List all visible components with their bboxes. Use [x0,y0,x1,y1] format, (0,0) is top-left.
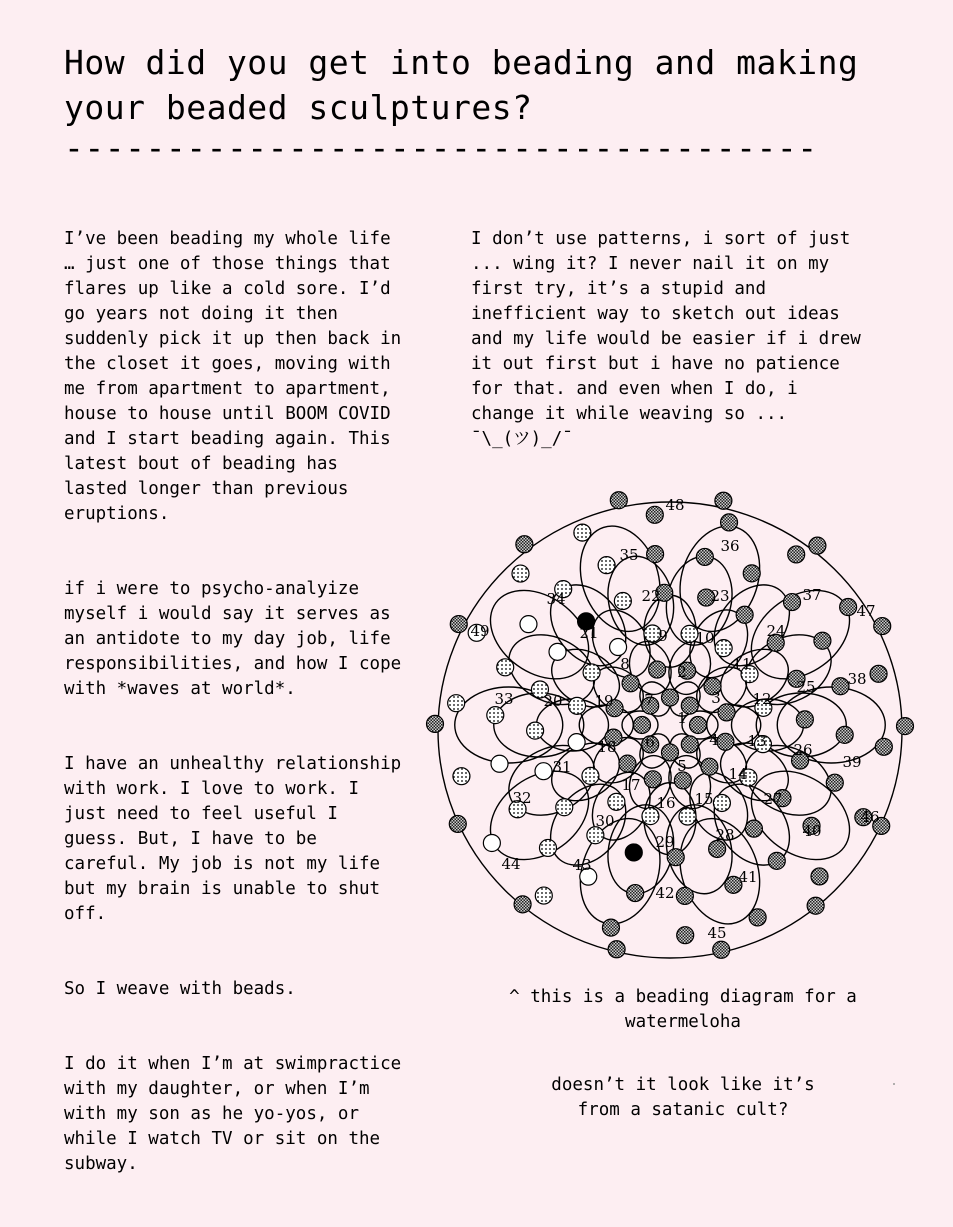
diagram-label-6: 6 [645,733,655,751]
beading-diagram [420,475,920,975]
diagram-comment: doesn’t it look like it’s from a satanic cult? [551,1075,815,1120]
checkered-bead [788,546,805,563]
checkered-bead [681,736,698,753]
diagram-label-9: 9 [658,627,668,645]
diagram-label-40: 40 [802,822,822,840]
diagram-label-32: 32 [512,789,532,807]
diagram-label-23: 23 [710,587,730,605]
dotted-bead [598,557,615,574]
checkered-bead [875,738,892,755]
diagram-label-19: 19 [594,692,614,710]
stray-dot [893,1083,895,1085]
diagram-label-49: 49 [470,622,490,640]
checkered-bead [662,689,679,706]
diagram-label-8: 8 [620,655,630,673]
white-bead [610,639,627,656]
diagram-label-20: 20 [543,692,563,710]
diagram-caption: ^ this is a beading diagram for a watermeloha [509,987,857,1032]
checkered-bead [662,744,679,761]
checkered-bead [814,632,831,649]
dotted-bead [679,808,696,825]
dotted-bead [583,664,600,681]
diagram-label-24: 24 [766,622,786,640]
diagram-label-2: 2 [677,663,687,681]
checkered-bead [721,514,738,531]
diagram-label-30: 30 [595,812,615,830]
checkered-bead [646,506,663,523]
dotted-bead [527,722,544,739]
diagram-label-18: 18 [597,738,617,756]
diagram-label-26: 26 [793,741,813,759]
diagram-label-44: 44 [501,855,521,873]
diagram-label-48: 48 [665,496,685,514]
dotted-bead [453,768,470,785]
checkered-bead [649,661,666,678]
checkered-bead [676,887,693,904]
checkered-bead [809,537,826,554]
dotted-bead [512,565,529,582]
checkered-bead [622,675,639,692]
checkered-bead [450,616,467,633]
checkered-bead [644,771,661,788]
paragraph-1: I’ve been beading my whole life … just one of those things that flares up like a cold sore. I’d go years not doing it then suddenly pick it up then back in the closet it goes, moving with me from apartment to apartment, house to house until BOOM COVID and I start beading again. This latest bout of beading has lasted longer than previous eruptions. [64,229,402,524]
white-bead [568,734,585,751]
checkered-bead [717,733,734,750]
diagram-label-45: 45 [707,924,727,942]
dotted-bead [556,799,573,816]
paragraph-5: I do it when I’m at swimpractice with my daughter, or when I’m with my son as he yo-yos, or while I watch TV or sit on the subway. [64,1054,402,1174]
diagram-label-43: 43 [572,856,592,874]
checkered-bead [610,492,627,509]
diagram-label-36: 36 [720,537,740,555]
checkered-bead [796,711,813,728]
diagram-label-25: 25 [796,678,816,696]
left-column [64,202,404,1227]
white-bead [520,616,537,633]
diagram-label-10: 10 [695,629,715,647]
checkered-bead [784,594,801,611]
dotted-bead [574,524,591,541]
paragraph-patterns: I don’t use patterns, i sort of just ... wing it? I never nail it on my first try, it’s a stupid and inefficient way to sketch out ideas and my life would be easier if i drew it out first but i have no patience for that. and even when I do, i change it while weaving so ... ¯\_(ツ)_/¯ [471,229,861,449]
checkered-bead [870,665,887,682]
title-underline: ------------------------------------- [64,128,818,167]
checkered-bead [701,758,718,775]
checkered-bead [811,868,828,885]
checkered-bead [896,718,913,735]
diagram-label-47: 47 [856,602,876,620]
checkered-bead [715,492,732,509]
checkered-bead [736,606,753,623]
checkered-bead [619,755,636,772]
checkered-bead [743,565,760,582]
dotted-bead [582,767,599,784]
diagram-label-4: 4 [709,731,719,749]
checkered-bead [667,849,684,866]
checkered-bead [832,678,849,695]
right-column [471,202,871,502]
paragraph-4: So I weave with beads. [64,979,296,999]
dotted-bead [614,593,631,610]
diagram-label-41: 41 [738,868,758,886]
diagram-label-22: 22 [641,587,661,605]
diagram-label-38: 38 [847,670,867,688]
diagram-label-28: 28 [715,826,735,844]
checkered-bead [608,941,625,958]
dotted-bead [715,640,732,657]
checkered-bead [449,815,466,832]
checkered-bead [690,717,707,734]
dotted-bead [569,697,586,714]
checkered-bead [874,618,891,635]
checkered-bead [826,774,843,791]
checkered-bead [696,548,713,565]
diagram-label-29: 29 [655,833,675,851]
checkered-bead [713,941,730,958]
diagram-label-27: 27 [763,790,783,808]
checkered-bead [749,909,766,926]
dotted-bead [497,659,514,676]
diagram-label-15: 15 [694,790,714,808]
checkered-bead [514,896,531,913]
checkered-bead [768,852,785,869]
diagram-label-12: 12 [752,690,772,708]
checkered-bead [745,820,762,837]
diagram-label-16: 16 [656,794,676,812]
diagram-label-14: 14 [728,765,748,783]
checkered-bead [634,717,651,734]
white-bead [549,643,566,660]
dotted-bead [539,839,556,856]
checkered-bead [836,726,853,743]
diagram-label-46: 46 [860,808,880,826]
white-bead [535,763,552,780]
white-bead [491,755,508,772]
checkered-bead [807,897,824,914]
white-bead [483,834,500,851]
diagram-label-17: 17 [621,776,641,794]
diagram-label-7: 7 [644,691,654,709]
paragraph-3: I have an unhealthy relationship with work. I love to work. I just need to feel useful I guess. But, I have to be careful. My job is not my life but my brain is unable to shut off. [64,754,402,924]
diagram-label-31: 31 [552,758,572,776]
checkered-bead [602,919,619,936]
diagram-label-35: 35 [619,546,639,564]
checkered-bead [677,927,694,944]
dotted-bead [608,793,625,810]
diagram-label-37: 37 [802,586,822,604]
black-bead [625,844,642,861]
dotted-bead [713,794,730,811]
dotted-bead [535,887,552,904]
checkered-bead [516,536,533,553]
diagram-label-5: 5 [677,757,687,775]
diagram-label-11: 11 [732,655,752,673]
checkered-bead [627,885,644,902]
diagram-label-33: 33 [494,690,514,708]
diagram-label-42: 42 [655,884,675,902]
dotted-bead [487,707,504,724]
paragraph-2: if i were to psycho-analyize myself i would say it serves as an antidote to my day job, life responsibilities, and how I cope with *waves at world*. [64,579,402,699]
diagram-label-34: 34 [546,590,566,608]
checkered-bead [427,715,444,732]
diagram-label-21: 21 [579,624,599,642]
dotted-bead [448,695,465,712]
diagram-label-1: 1 [677,709,687,727]
diagram-label-13: 13 [747,732,767,750]
diagram-label-39: 39 [842,753,862,771]
checkered-bead [840,599,857,616]
diagram-label-3: 3 [711,689,721,707]
checkered-bead [647,546,664,563]
page-title: How did you get into beading and making your beaded sculptures? [64,43,859,127]
